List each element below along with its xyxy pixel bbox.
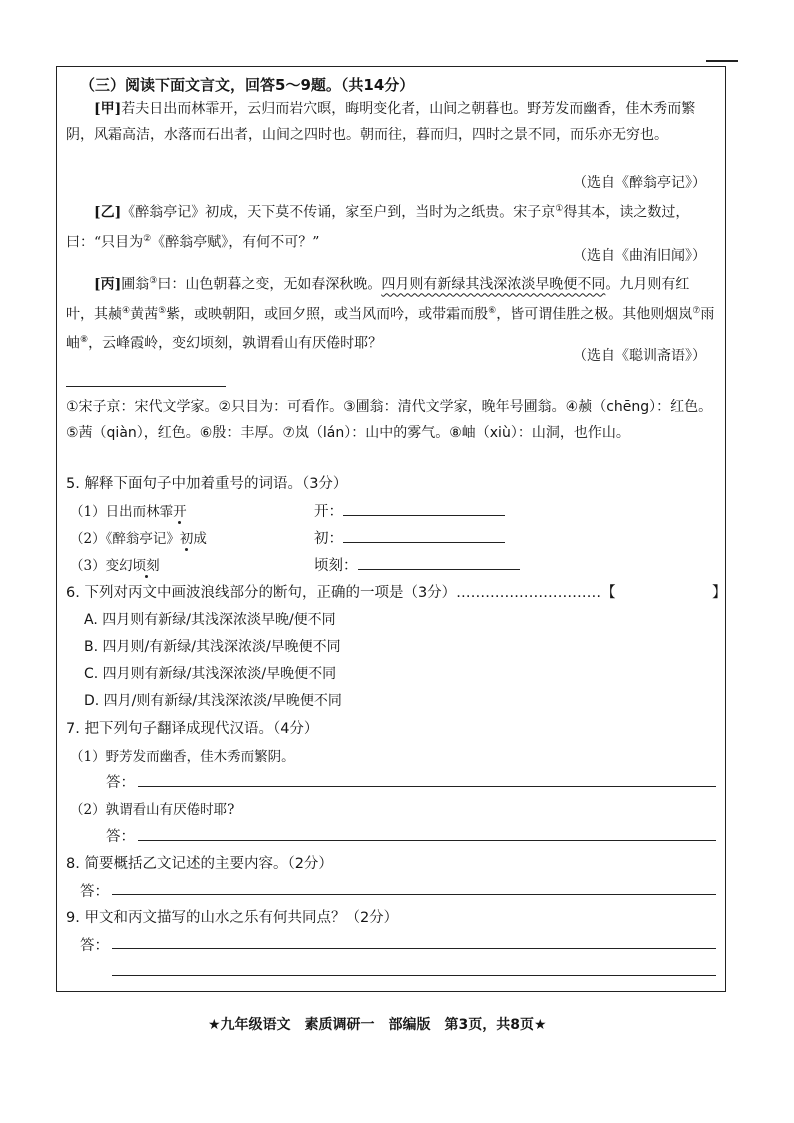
note-mark: ⑥ [488, 305, 497, 316]
q6-option-b[interactable]: B. 四月则/有新绿/其浅深浓淡/早晚便不同 [84, 639, 341, 655]
passage-c-source: （选自《聪训斋语》） [573, 348, 706, 364]
item-number: （1） [70, 504, 106, 520]
item-number: （3） [70, 558, 106, 574]
page-corner-mark [706, 60, 738, 62]
item-text: 成 [193, 531, 207, 547]
q9-answer-label: 答： [80, 938, 109, 954]
note-mark: ④ [122, 305, 131, 316]
passage-b-text-1: 《醉翁亭记》初成，天下莫不传诵，家至户到，当时为之纸贵。宋子京 [121, 204, 556, 221]
q6-option-d[interactable]: D. 四月/则有新绿/其浅深浓淡/早晚便不同 [84, 693, 342, 709]
q8-answer-line[interactable] [112, 894, 716, 895]
note-mark: ⑦ [692, 305, 701, 316]
q7-answer-line-1[interactable] [138, 786, 716, 787]
q6-answer-bracket[interactable]: 】 [712, 585, 727, 601]
passage-c-text: 黄茜 [130, 306, 159, 323]
passage-b-text-2: 得其本，读之数过，曰：“只目为 [66, 204, 690, 251]
passage-c-text: ，皆可谓佳胜之极。其他则烟岚 [496, 306, 693, 323]
q5-item-3 [70, 554, 160, 574]
note-mark: ⑤ [158, 305, 167, 316]
passage-c-text: 雨岫 [66, 306, 715, 352]
item-text: 日出而林霏 [105, 504, 174, 520]
q5-item-2 [70, 527, 207, 547]
passage-a-text: 若夫日出而林霏开，云归而岩穴暝，晦明变化者，山间之朝暮也。野芳发而幽香，佳木秀而繁阴，风霜高洁，水落而石出者，山间之四时也。朝而往，暮而归，四时之景不同，而乐亦无穷也。 [66, 101, 696, 143]
note-mark: ⑧ [80, 335, 89, 346]
q7-answer-label-1: 答： [106, 775, 135, 791]
item-number: （2） [70, 531, 106, 547]
q7-stem: 7. 把下列句子翻译成现代汉语。（4分） [66, 721, 319, 737]
q9-stem: 9. 甲文和丙文描写的山水之乐有何共同点？（2分） [66, 910, 399, 926]
passage-b-label: [乙] [94, 204, 122, 221]
passage-a-label: [甲] [94, 101, 122, 117]
passage-b-source: （选自《曲洧旧闻》） [573, 248, 706, 264]
passage-c-text: 紫，或映朝阳，或回夕照，或当风而吟，或带霜而殷 [166, 306, 489, 323]
q6-option-a[interactable]: A. 四月则有新绿/其浅深浓淡早晚/便不同 [84, 612, 336, 628]
note-mark: ② [143, 233, 152, 244]
passage-c [66, 268, 716, 357]
passage-a [66, 96, 716, 148]
emphasized-word: 初 [179, 531, 194, 547]
q5-answer-line-3[interactable] [358, 569, 520, 570]
q8-answer-label: 答： [80, 884, 109, 900]
q7-answer-label-2: 答： [106, 829, 135, 845]
q9-answer-line-1[interactable] [112, 948, 716, 949]
footnote-divider [66, 386, 226, 387]
note-mark: ① [555, 204, 564, 214]
passage-a-source: （选自《醉翁亭记》） [573, 175, 706, 191]
emphasized-word: 开 [173, 504, 187, 520]
q7-sentence-1: （1）野芳发而幽香，佳木秀而繁阴。 [70, 749, 295, 765]
q9-answer-line-2[interactable] [112, 975, 716, 976]
footnotes: ①宋子京：宋代文学家。②只目为：可看作。③圃翁：清代文学家，晚年号圃翁。④赪（chēng）：红色。⑤茜（qiàn），红色。⑥殷：丰厚。⑦岚（lán）：山中的雾气。⑧岫（xiù）：山洞，也作山。 [66, 399, 713, 441]
q5-answer-line-1[interactable] [343, 515, 505, 516]
passage-b-text-3: 《醉翁亭赋》，有何不可？” [151, 234, 320, 251]
item-text: 《醉翁亭记》 [105, 531, 180, 547]
q6-stem: 6. 下列对丙文中画波浪线部分的断句，正确的一项是（3分）…………………………【 [66, 585, 616, 601]
page-footer: ★九年级语文 素质调研一 部编版 第3页，共8页★ [208, 1017, 547, 1033]
q5-answer-line-2[interactable] [343, 542, 505, 543]
q7-sentence-2: （2）孰谓看山有厌倦时耶? [70, 802, 235, 818]
passage-c-text: ，云峰霞岭，变幻顷刻，孰谓看山有厌倦时耶？ [88, 335, 383, 352]
q5-label-2: 初： [314, 531, 343, 547]
passage-c-text: 。九月则有红叶，其赪 [66, 276, 690, 323]
passage-c-text: 曰：山色朝暮之变，无如春深秋晚。 [157, 276, 382, 293]
q8-stem: 8. 简要概括乙文记述的主要内容。（2分） [66, 856, 333, 872]
q5-label-1: 开： [314, 504, 343, 520]
q7-answer-line-2[interactable] [138, 840, 716, 841]
q5-label-3: 顷刻： [314, 558, 358, 574]
section-title: （三）阅读下面文言文，回答5～9题。（共14分） [80, 76, 415, 94]
q5-stem: 5. 解释下面句子中加着重号的词语。（3分） [66, 476, 348, 492]
wavy-underlined-sentence: 四月则有新绿其浅深浓淡早晚便不同 [381, 276, 606, 293]
q5-item-1 [70, 500, 187, 520]
q6-option-c[interactable]: C. 四月则有新绿/其浅深浓淡/早晚便不同 [84, 666, 337, 682]
note-mark: ③ [149, 276, 158, 286]
passage-c-text: 圃翁 [121, 276, 150, 293]
passage-c-label: [丙] [94, 276, 122, 293]
item-text: 变幻 [105, 558, 133, 574]
emphasized-word: 顷刻 [132, 558, 160, 574]
